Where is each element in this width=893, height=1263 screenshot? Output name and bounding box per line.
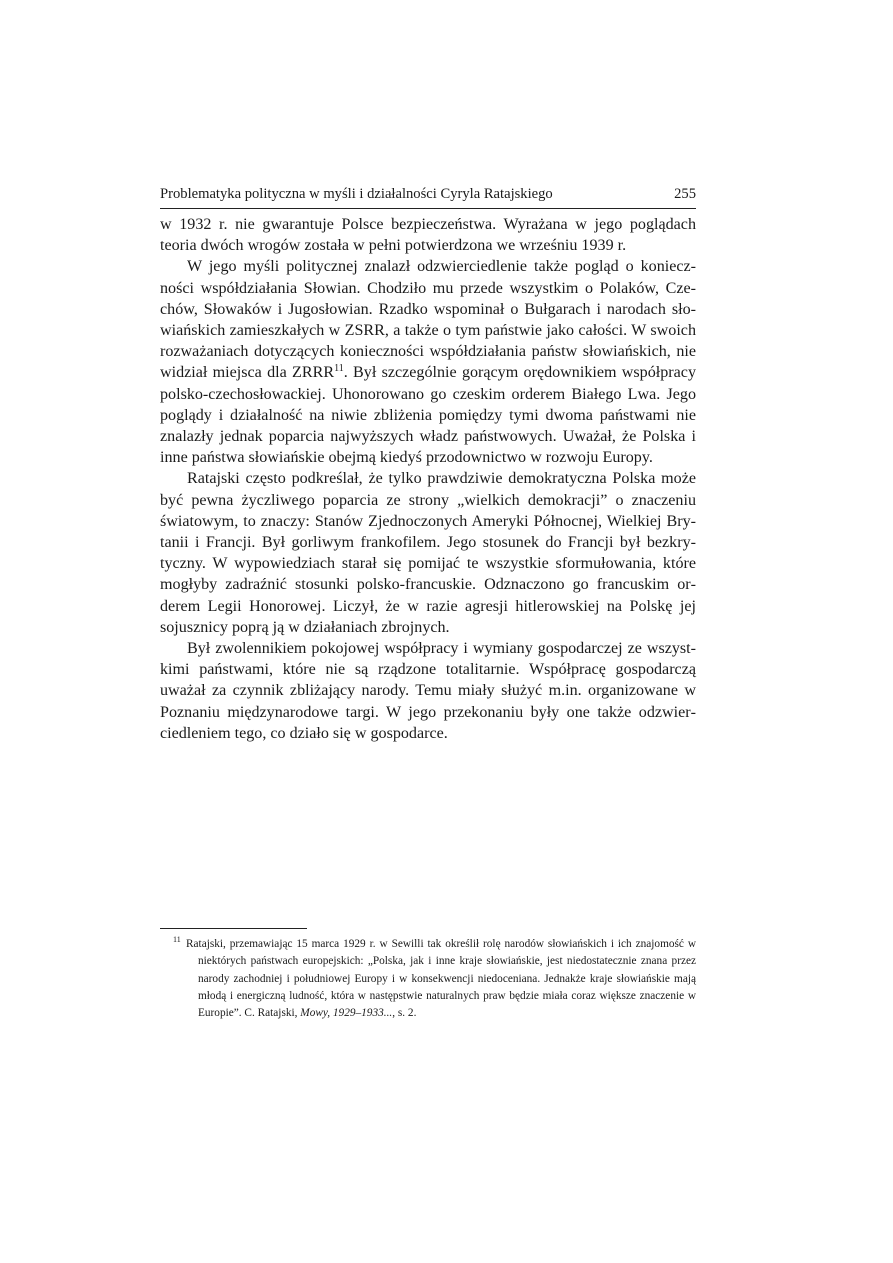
paragraph: Był zwolennikiem pokojowej współpracy i wymiany gospodarczej ze wszystkimi państwami, które nie są rządzone totalitarnie. Współpracę gospodarczą uważał za czynnik zbliżający narody. Temu miały służyć m.in. organizowane w Poznaniu międzynarodowe targi. W jego przekonaniu były one także odzwierciedleniem tego, co działo się w gospodarce. [160,640,696,742]
footnote-text: , s. 2. [392,1007,417,1020]
main-text [160,214,696,744]
footnote-reference[interactable]: 11 [334,363,344,375]
paragraph: w 1932 r. nie gwarantuje Polsce bezpieczeństwa. Wyrażana w jego poglądach teoria dwóch wrogów została w pełni potwierdzona we wrześniu 1939 r. [160,216,696,255]
running-header [160,186,696,209]
paragraph-text: W jego myśli politycznej znalazł odzwierciedlenie także pogląd o konieczności współdziałania Słowian. Chodziło mu przede wszystkim o Polaków, Czechów, Słowaków i Jugosłowian. Rzadko wspominał o Bułgarach i narodach słowiańskich zamieszkałych w ZSRR, a także o tym państwie jako całości. W swoich rozważaniach dotyczących konieczności współdziałania państw słowiańskich, nie widział miejsca dla ZRRR [160,258,696,382]
paragraph-text: . Był szczególnie gorącym orędownikiem współpracy polsko-czechosłowackiej. Uhonorowano go czeskim orderem Białego Lwa. Jego poglądy i działalność na niwie zbliżenia pomiędzy tymi dwoma państwami nie znalazły jednak poparcia najwyższych władz państwowych. Uważał, że Polska i inne państwa słowiańskie obejmą kiedyś przodownictwo w rozwoju Europy. [160,364,696,467]
footnote-mark: 11 [173,935,181,944]
paragraph [160,256,696,468]
footnote-body [186,936,696,1022]
footnote-cited-title: Mowy, 1929–1933... [300,1007,393,1020]
footnote-divider [160,928,307,929]
footnote-text: Ratajski, przemawiając 15 marca 1929 r. w Sewilli tak określił rolę narodów słowiańskich i ich znajomość w niektórych państwach europejskich: „Polska, jak i inne kraje słowiańskie, jest niedostatecznie znana przez narody zachodniej i południowej Europy i w konsekwencji niedoceniana. Jednakże kraje słowiańskie mają młodą i energiczną ludność, która w następstwie naturalnych praw będzie miała coraz większe znaczenie w Europie”. C. Ratajski, [186,938,696,1020]
paragraph: Ratajski często podkreślał, że tylko prawdziwie demokratyczna Polska może być pewna życzliwego poparcia ze strony „wielkich demokracji” o znaczeniu światowym, to znaczy: Stanów Zjednoczonych Ameryki Północnej, Wielkiej Brytanii i Francji. Był gorliwym frankofilem. Jego stosunek do Francji był bezkrytyczny. W wypowiedziach starał się pomijać te wszystkie sformułowania, które mogłyby zadraźnić stosunki polsko-francuskie. Odznaczono go francuskim orderem Legii Honorowej. Liczył, że w razie agresji hitlerowskiej na Polskę jej sojusznicy poprą ją w działaniach zbrojnych. [160,470,696,636]
running-title: Problematyka polityczna w myśli i działalności Cyryla Ratajskiego [160,186,553,202]
footnote [173,935,696,1022]
page-number: 255 [674,186,696,202]
